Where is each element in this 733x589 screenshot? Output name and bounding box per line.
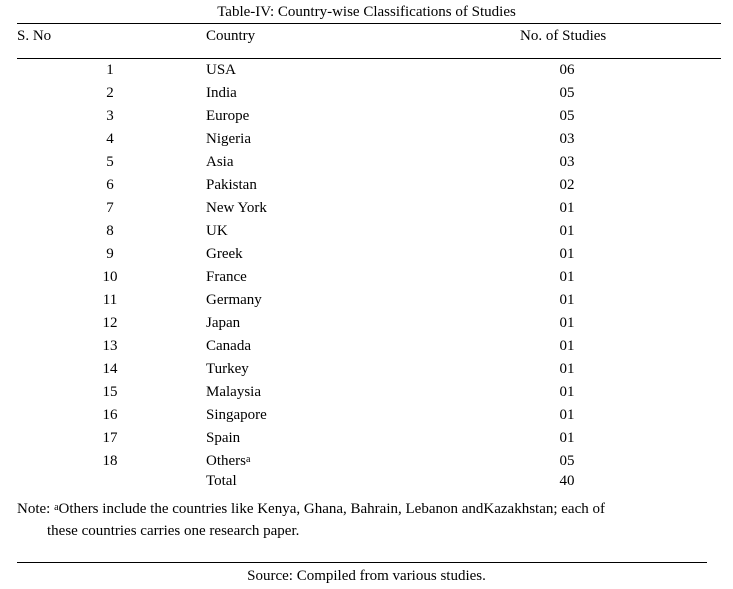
cell-sno: 16 (102, 407, 118, 423)
source-line: Source: Compiled from various studies. (247, 568, 486, 584)
cell-country-name: New York (206, 200, 267, 216)
cell-country-name: Japan (206, 315, 241, 331)
cell-sno: 2 (106, 85, 114, 101)
cell-count: 02 (559, 177, 575, 193)
cell-country (206, 130, 251, 148)
table-row (0, 130, 733, 153)
cell-sno: 1 (106, 62, 114, 78)
cell-sno: 9 (106, 246, 114, 262)
cell-country-name: Germany (206, 292, 262, 308)
cell-country-name: India (206, 85, 237, 101)
cell-count: 01 (559, 361, 575, 377)
cell-country-name: UK (206, 223, 228, 239)
cell-country (206, 406, 267, 424)
table-title: Table-IV: Country-wise Classifications of Studies (217, 4, 516, 20)
table-row (0, 360, 733, 383)
table-row (0, 153, 733, 176)
cell-country (206, 268, 247, 286)
cell-sno: 18 (102, 453, 118, 469)
cell-country (206, 84, 237, 102)
cell-count: 01 (559, 292, 575, 308)
table-row (0, 84, 733, 107)
cell-country (206, 383, 261, 401)
cell-country (206, 245, 243, 263)
cell-sno: 8 (106, 223, 114, 239)
note-line1: Others include the countries like Kenya, Ghana, Bahrain, Lebanon andKazakhstan; each of (58, 501, 605, 517)
table-row (0, 314, 733, 337)
table-row (0, 268, 733, 291)
cell-country-name: Greek (206, 246, 243, 262)
cell-country-name: Asia (206, 154, 234, 170)
total-row (0, 472, 733, 492)
cell-count: 01 (559, 246, 575, 262)
cell-count: 05 (559, 108, 575, 124)
cell-count: 01 (559, 315, 575, 331)
cell-country-name: Singapore (206, 407, 267, 423)
cell-count: 01 (559, 384, 575, 400)
cell-count: 01 (559, 269, 575, 285)
cell-sno: 3 (106, 108, 114, 124)
cell-sno: 11 (102, 292, 118, 308)
cell-count: 01 (559, 223, 575, 239)
table-row (0, 222, 733, 245)
header-sno: S. No (17, 28, 52, 44)
cell-sno: 7 (106, 200, 114, 216)
cell-count: 05 (559, 85, 575, 101)
cell-sno: 13 (102, 338, 118, 354)
table-body (0, 61, 733, 475)
cell-country-name: Europe (206, 108, 250, 124)
cell-country (206, 222, 228, 240)
note-prefix: Note: (17, 501, 55, 517)
table-row (0, 337, 733, 360)
cell-country-name: Turkey (206, 361, 249, 377)
cell-country (206, 429, 240, 447)
cell-country (206, 61, 236, 79)
table-row (0, 383, 733, 406)
cell-count: 06 (559, 62, 575, 78)
note-sup: a (54, 502, 59, 513)
table-row (0, 199, 733, 222)
cell-count: 01 (559, 407, 575, 423)
cell-country (206, 153, 234, 171)
cell-country-name: Spain (206, 430, 241, 446)
cell-sno: 6 (106, 177, 114, 193)
cell-country (206, 291, 262, 309)
header-country: Country (206, 28, 256, 44)
header-count: No. of Studies (520, 28, 607, 44)
cell-country-name: Others (206, 453, 246, 469)
cell-country-name: USA (206, 62, 237, 78)
cell-country-name: Pakistan (206, 177, 257, 193)
header-rule (17, 58, 721, 59)
cell-count: 03 (559, 154, 575, 170)
cell-country (206, 176, 257, 194)
cell-sno: 15 (102, 384, 118, 400)
cell-country-name: Malaysia (206, 384, 261, 400)
table-row (0, 176, 733, 199)
cell-count: 01 (559, 338, 575, 354)
table-row (0, 61, 733, 84)
cell-sno: 5 (106, 154, 114, 170)
table-row (0, 291, 733, 314)
total-value: 40 (559, 473, 575, 489)
cell-count: 03 (559, 131, 575, 147)
top-rule (17, 23, 721, 24)
table-row (0, 429, 733, 452)
cell-count: 05 (559, 453, 575, 469)
cell-sno: 12 (102, 315, 118, 331)
cell-country-name: France (206, 269, 247, 285)
table-row (0, 107, 733, 130)
cell-sno: 17 (102, 430, 118, 446)
cell-country-name: Nigeria (206, 131, 251, 147)
cell-country (206, 199, 267, 217)
cell-sno: 14 (102, 361, 118, 377)
total-label: Total (206, 473, 237, 489)
cell-country-name: Canada (206, 338, 251, 354)
cell-country-sup: a (246, 454, 251, 465)
bottom-rule (17, 562, 707, 563)
table-note (17, 498, 697, 542)
note-line2: these countries carries one research paper. (47, 523, 300, 539)
cell-sno: 4 (106, 131, 114, 147)
table-row (0, 406, 733, 429)
cell-country (206, 337, 251, 355)
cell-count: 01 (559, 200, 575, 216)
cell-country (206, 314, 240, 332)
cell-sno: 10 (102, 269, 118, 285)
table-row (0, 245, 733, 268)
cell-country (206, 452, 250, 470)
cell-country (206, 360, 249, 378)
cell-country (206, 107, 249, 125)
cell-count: 01 (559, 430, 575, 446)
